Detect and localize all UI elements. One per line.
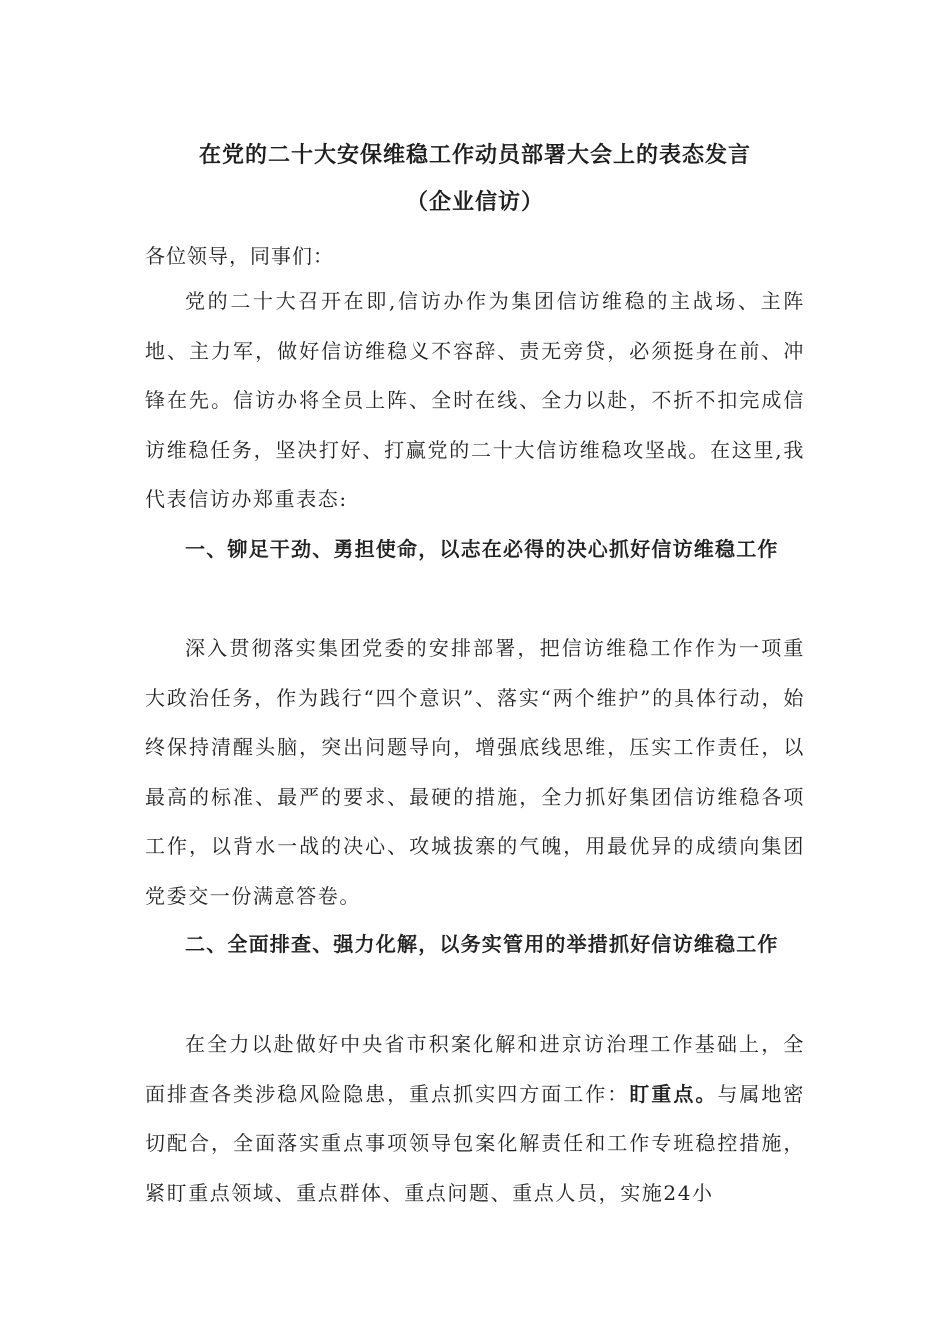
paragraph-section-2 <box>145 1020 805 1218</box>
paragraph-intro: 党的二十大召开在即,信访办作为集团信访维稳的主战场、主阵地、主力军，做好信访维稳义不容辞、责无旁贷，必须挺身在前、冲锋在先。信访办将全员上阵、全时在线、全力以赴，不折不扣完成信访维稳任务，坚决打好、打赢党的二十大信访维稳攻坚战。在这里,我代表信访办郑重表态: <box>145 289 805 511</box>
paragraph-section-2-text-b: 与属地密切配合，全面落实重点事项领导包案化解责任和工作专班稳控措施，紧盯重点领域、重点群体、重点问题、重点人员，实施24小 <box>145 1081 805 1205</box>
section-heading-1: 一、铆足干劲、勇担使命，以志在必得的决心抓好信访维稳工作 <box>185 537 779 561</box>
paragraph-section-2-text-a: 在全力以赴做好中央省市积案化解和进京访治理工作基础上，全面排查各类涉稳风险隐患，重点抓实四方面工作： <box>145 1032 805 1106</box>
greeting: 各位领导，同事们： <box>145 244 334 268</box>
section-heading-2: 二、全面排查、强力化解，以务实管用的举措抓好信访维稳工作 <box>185 932 779 956</box>
document-title: 在党的二十大安保维稳工作动员部署大会上的表态发言 <box>198 142 751 168</box>
document-subtitle: （企业信访） <box>405 189 544 215</box>
paragraph-section-1: 深入贯彻落实集团党委的安排部署，把信访维稳工作作为一项重大政治任务，作为践行“四个意识”、落实“两个维护”的具体行动，始终保持清醒头脑，突出问题导向，增强底线思维，压实工作责任，以最高的标准、最严的要求、最硬的措施，全力抓好集团信访维稳各项工作，以背水一战的决心、攻城拔寨的气魄，用最优异的成绩向集团党委交一份满意答卷。 <box>145 636 805 908</box>
paragraph-section-2-bold-keyword: 盯重点。 <box>629 1081 718 1106</box>
